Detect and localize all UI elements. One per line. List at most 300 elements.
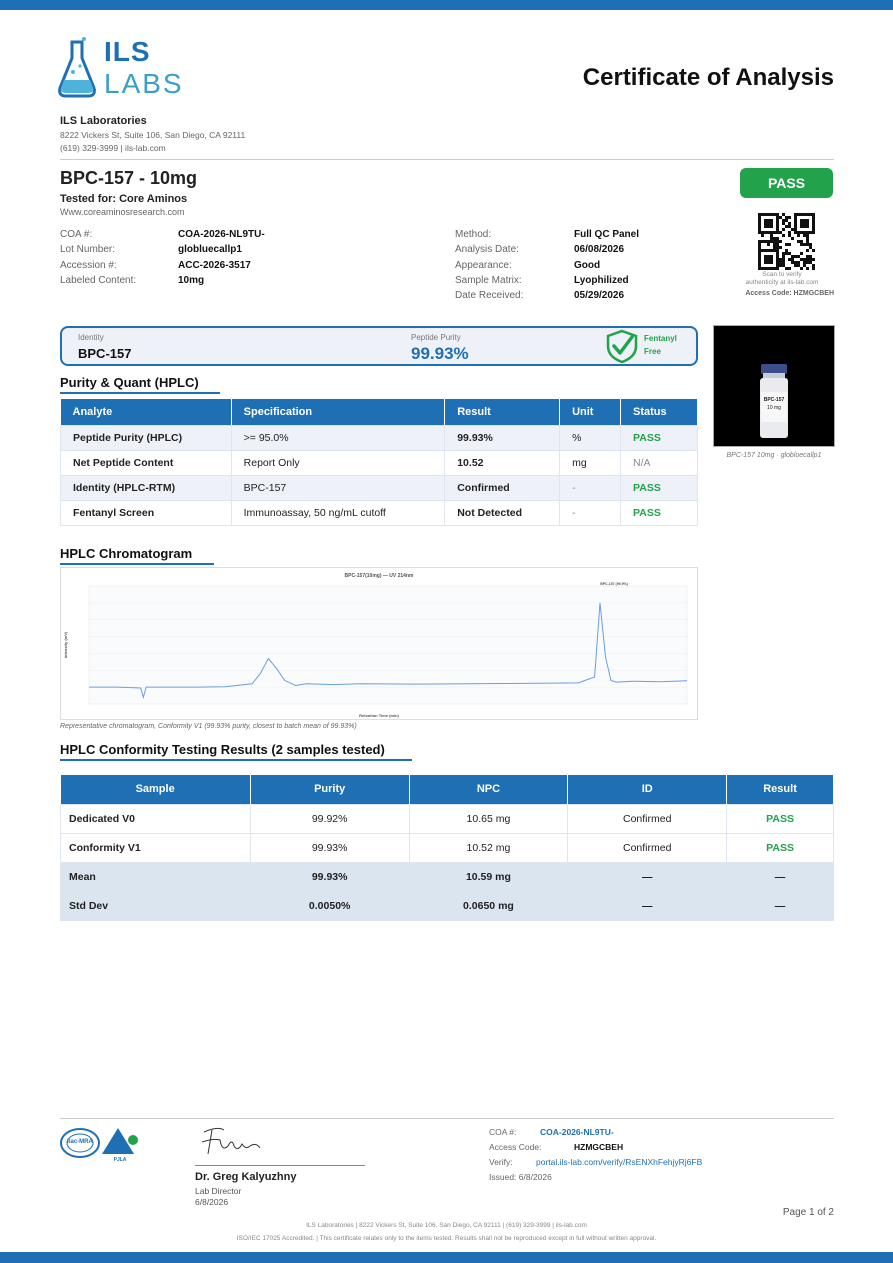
- ilac-text: ilac-MRA: [67, 1139, 93, 1145]
- qr-module: [770, 267, 773, 270]
- result-cell: PASS: [727, 804, 834, 833]
- qr-module: [761, 213, 764, 216]
- spec-cell: Report Only: [231, 450, 445, 475]
- fentanyl-free-label: Fentanyl: [644, 334, 677, 343]
- table-row: [61, 500, 698, 525]
- column-header: Specification: [231, 399, 445, 425]
- qr-module: [794, 222, 797, 225]
- qr-module: [809, 243, 812, 246]
- result-cell: 99.93%: [445, 425, 560, 450]
- qr-module: [767, 219, 770, 222]
- qr-module: [767, 261, 770, 264]
- lab-phone: (619) 329-3999 | ils-lab.com: [60, 143, 166, 153]
- qr-module: [797, 255, 800, 258]
- spec-cell: >= 95.0%: [231, 425, 445, 450]
- detail-label: Sample Matrix:: [455, 275, 522, 286]
- detail-value: Good: [574, 260, 601, 271]
- purity-cell: 99.93%: [250, 833, 409, 862]
- qr-module: [800, 231, 803, 234]
- sample-cell: Conformity V1: [61, 833, 251, 862]
- signer-name: Dr. Greg Kalyuzhny: [195, 1171, 297, 1183]
- ils-labs-logo: [58, 36, 198, 102]
- qr-module: [779, 231, 782, 234]
- qr-module: [803, 234, 806, 237]
- qr-module: [770, 261, 773, 264]
- pass-badge: PASS: [740, 168, 833, 198]
- x-axis-label: Retention Time (min): [359, 713, 399, 718]
- qr-module: [782, 255, 785, 258]
- qr-module: [785, 225, 788, 228]
- qr-module: [782, 258, 785, 261]
- qr-module: [794, 228, 797, 231]
- qr-module: [812, 228, 815, 231]
- qr-module: [809, 213, 812, 216]
- qr-module: [758, 240, 761, 243]
- bottom-accent-bar: [0, 1252, 893, 1263]
- qr-module: [779, 264, 782, 267]
- qr-module: [767, 249, 770, 252]
- qr-module: [782, 219, 785, 222]
- qr-module: [782, 252, 785, 255]
- section-underline: [60, 392, 220, 394]
- qr-module: [806, 231, 809, 234]
- logo-text-labs: LABS: [104, 68, 184, 99]
- purity-section-heading: Purity & Quant (HPLC): [60, 375, 199, 390]
- qr-module: [770, 225, 773, 228]
- detail-label: Appearance:: [455, 260, 512, 271]
- qr-module: [788, 234, 791, 237]
- qr-module: [806, 222, 809, 225]
- conformity-heading: HPLC Conformity Testing Results (2 samples tested): [60, 742, 385, 757]
- qr-module: [770, 249, 773, 252]
- qr-module: [767, 255, 770, 258]
- qr-module: [800, 213, 803, 216]
- qr-module: [758, 231, 761, 234]
- qr-module: [806, 249, 809, 252]
- qr-module: [785, 243, 788, 246]
- qr-module: [773, 237, 776, 240]
- qr-module: [800, 219, 803, 222]
- qr-module: [791, 228, 794, 231]
- qr-module: [764, 240, 767, 243]
- qr-module: [800, 243, 803, 246]
- spec-cell: BPC-157: [231, 475, 445, 500]
- qr-module: [776, 267, 779, 270]
- footer-coa-label: COA #:: [489, 1127, 517, 1137]
- qr-module: [806, 258, 809, 261]
- qr-module: [767, 213, 770, 216]
- qr-module: [764, 255, 767, 258]
- summary-row-stddev: [61, 891, 834, 920]
- summary-row-mean: [61, 862, 834, 891]
- qr-module: [803, 243, 806, 246]
- purity-value: 99.93%: [411, 344, 469, 363]
- qr-module: [809, 231, 812, 234]
- qr-module: [785, 267, 788, 270]
- detail-label: Accession #:: [60, 260, 117, 271]
- qr-module: [776, 255, 779, 258]
- qr-module: [770, 258, 773, 261]
- qr-module: [758, 243, 761, 246]
- purity-cell: 99.93%: [250, 862, 409, 891]
- qr-module: [767, 243, 770, 246]
- qr-module: [797, 231, 800, 234]
- qr-module: [791, 258, 794, 261]
- qr-module: [806, 243, 809, 246]
- qr-module: [794, 231, 797, 234]
- table-row: [61, 833, 834, 862]
- fentanyl-free-label: Free: [644, 347, 661, 356]
- qr-module: [785, 216, 788, 219]
- table-row: [61, 450, 698, 475]
- status-cell: N/A: [621, 450, 698, 475]
- qr-module: [779, 258, 782, 261]
- qr-module: [809, 255, 812, 258]
- qr-module: [776, 219, 779, 222]
- purity-label: Peptide Purity: [411, 333, 461, 342]
- qr-module: [770, 237, 773, 240]
- qr-module: [803, 258, 806, 261]
- qr-module: [773, 213, 776, 216]
- qr-module: [767, 258, 770, 261]
- product-vial-photo: [713, 325, 835, 447]
- unit-cell: -: [560, 500, 621, 525]
- qr-module: [794, 261, 797, 264]
- qr-module: [806, 237, 809, 240]
- qr-module: [809, 258, 812, 261]
- pjla-text: PJLA: [113, 1157, 127, 1163]
- unit-cell: -: [560, 475, 621, 500]
- qr-module: [791, 237, 794, 240]
- qr-module: [797, 234, 800, 237]
- y-axis-label: Intensity (mV): [63, 631, 68, 659]
- page-number: Page 1 of 2: [782, 1207, 834, 1218]
- column-header: NPC: [409, 775, 568, 804]
- qr-module: [794, 219, 797, 222]
- signature-image: [198, 1124, 268, 1160]
- qr-module: [800, 258, 803, 261]
- column-header: Result: [727, 775, 834, 804]
- qr-module: [776, 261, 779, 264]
- qr-module: [803, 261, 806, 264]
- qr-module: [776, 258, 779, 261]
- table-row: [61, 425, 698, 450]
- qr-module: [758, 219, 761, 222]
- qr-module: [758, 222, 761, 225]
- detail-value: Lyophilized: [574, 275, 629, 286]
- qr-module: [779, 240, 782, 243]
- qr-module: [764, 261, 767, 264]
- lab-name: ILS Laboratories: [60, 115, 147, 127]
- id-cell: —: [568, 891, 727, 920]
- qr-module: [770, 240, 773, 243]
- section-underline: [60, 563, 214, 565]
- vial-label-name: BPC-157: [763, 397, 785, 403]
- qr-module: [812, 264, 815, 267]
- qr-module: [776, 228, 779, 231]
- detail-value: 05/29/2026: [574, 290, 625, 301]
- qr-module: [764, 222, 767, 225]
- footer-issued: Issued: 6/8/2026: [489, 1172, 552, 1182]
- detail-value: ACC-2026-3517: [178, 260, 251, 271]
- qr-module: [776, 243, 779, 246]
- column-header: Sample: [61, 775, 251, 804]
- qr-module: [776, 225, 779, 228]
- qr-module: [758, 267, 761, 270]
- qr-module: [758, 249, 761, 252]
- qr-module: [800, 222, 803, 225]
- qr-module: [812, 216, 815, 219]
- qr-module: [758, 225, 761, 228]
- summary-card: [60, 326, 698, 366]
- qr-module: [806, 240, 809, 243]
- qr-module: [779, 261, 782, 264]
- qr-module: [794, 255, 797, 258]
- peak-label: BPC-157 (99.9%): [600, 582, 628, 586]
- footer-coa-value: COA-2026-NL9TU-: [540, 1127, 614, 1137]
- qr-module: [779, 216, 782, 219]
- qr-module: [776, 264, 779, 267]
- table-header-row: [61, 775, 834, 804]
- footer-verify-label: Verify:: [489, 1157, 513, 1167]
- qr-module: [776, 222, 779, 225]
- id-cell: Confirmed: [568, 804, 727, 833]
- qr-module: [770, 213, 773, 216]
- vial-label-dose: 10 mg: [767, 405, 781, 411]
- qr-module: [809, 246, 812, 249]
- detail-label: Method:: [455, 229, 492, 240]
- qr-module: [803, 222, 806, 225]
- qr-caption: Scan to verify: [762, 271, 802, 278]
- qr-module: [806, 261, 809, 264]
- column-header: Purity: [250, 775, 409, 804]
- qr-module: [767, 225, 770, 228]
- qr-module: [776, 240, 779, 243]
- qr-module: [785, 249, 788, 252]
- qr-module: [800, 225, 803, 228]
- detail-label: Lot Number:: [60, 244, 116, 255]
- qr-module: [758, 261, 761, 264]
- qr-module: [773, 267, 776, 270]
- npc-cell: 10.65 mg: [409, 804, 568, 833]
- qr-module: [803, 264, 806, 267]
- qr-module: [770, 219, 773, 222]
- qr-module: [761, 240, 764, 243]
- footer-divider: [60, 1118, 834, 1119]
- qr-module: [761, 267, 764, 270]
- npc-cell: 10.59 mg: [409, 862, 568, 891]
- qr-module: [758, 228, 761, 231]
- qr-module: [767, 240, 770, 243]
- detail-label: Labeled Content:: [60, 275, 137, 286]
- qr-module: [776, 249, 779, 252]
- result-cell: PASS: [727, 833, 834, 862]
- section-underline: [60, 759, 412, 761]
- detail-value: Full QC Panel: [574, 229, 640, 240]
- id-cell: Confirmed: [568, 833, 727, 862]
- qr-module: [788, 231, 791, 234]
- qr-module: [788, 258, 791, 261]
- result-cell: —: [727, 862, 834, 891]
- access-code: Access Code: HZMGCBEH: [745, 290, 834, 297]
- sample-cell: Std Dev: [61, 891, 251, 920]
- identity-label: Identity: [78, 333, 104, 342]
- purity-cell: 0.0050%: [250, 891, 409, 920]
- qr-module: [758, 213, 761, 216]
- status-cell: PASS: [621, 425, 698, 450]
- qr-module: [812, 222, 815, 225]
- qr-module: [761, 249, 764, 252]
- qr-module: [773, 240, 776, 243]
- qr-module: [788, 225, 791, 228]
- verify-link[interactable]: portal.ils-lab.com/verify/RsENXhFehjyRj6FB: [536, 1157, 703, 1167]
- qr-module: [782, 264, 785, 267]
- analyte-cell: Net Peptide Content: [61, 450, 232, 475]
- document-title: Certificate of Analysis: [582, 64, 834, 91]
- qr-module: [773, 231, 776, 234]
- qr-module: [782, 213, 785, 216]
- detail-value: 06/08/2026: [574, 244, 625, 255]
- qr-module: [773, 246, 776, 249]
- sample-cell: Mean: [61, 862, 251, 891]
- column-header: ID: [568, 775, 727, 804]
- qr-module: [764, 225, 767, 228]
- qr-module: [758, 216, 761, 219]
- qr-module: [788, 252, 791, 255]
- qr-module: [776, 213, 779, 216]
- analyte-cell: Peptide Purity (HPLC): [61, 425, 232, 450]
- footer-access-value: HZMGCBEH: [574, 1142, 624, 1152]
- qr-module: [785, 252, 788, 255]
- signature-line: [195, 1165, 365, 1166]
- qr-module: [806, 267, 809, 270]
- qr-module: [782, 234, 785, 237]
- qr-module: [764, 213, 767, 216]
- qr-module: [806, 234, 809, 237]
- column-header: Status: [621, 399, 698, 425]
- qr-module: [794, 225, 797, 228]
- npc-cell: 10.52 mg: [409, 833, 568, 862]
- column-header: Unit: [560, 399, 621, 425]
- footer-contact-line: ILS Laboratories | 8222 Vickers St, Suite 106, San Diego, CA 92111 | (619) 329-3999 | ils-lab.com: [306, 1222, 587, 1229]
- product-name: BPC-157 - 10mg: [60, 168, 198, 188]
- qr-module: [797, 213, 800, 216]
- detail-value: 10mg: [178, 275, 205, 286]
- qr-module: [797, 261, 800, 264]
- qr-module: [803, 213, 806, 216]
- checkmark-shield-icon: [605, 329, 639, 363]
- qr-caption: authenticity at ils-lab.com: [745, 279, 819, 286]
- pjla-logo: [100, 1126, 140, 1172]
- result-cell: Not Detected: [445, 500, 560, 525]
- qr-module: [806, 219, 809, 222]
- qr-module: [782, 222, 785, 225]
- qr-module: [761, 234, 764, 237]
- qr-module: [770, 255, 773, 258]
- qr-module: [788, 216, 791, 219]
- chart-title: BPC-157(10mg) — UV 214nm: [344, 573, 414, 579]
- qr-module: [812, 213, 815, 216]
- qr-module: [788, 267, 791, 270]
- qr-module: [800, 252, 803, 255]
- detail-value: globluecallp1: [178, 244, 242, 255]
- purity-cell: 99.92%: [250, 804, 409, 833]
- table-row: [61, 804, 834, 833]
- qr-module: [800, 240, 803, 243]
- conformity-table: [60, 775, 834, 921]
- qr-module: [806, 213, 809, 216]
- detail-label: Analysis Date:: [455, 244, 519, 255]
- qr-module: [758, 255, 761, 258]
- signer-role: Lab Director: [195, 1186, 242, 1196]
- qr-module: [758, 246, 761, 249]
- qr-module: [764, 267, 767, 270]
- detail-label: Date Received:: [455, 290, 524, 301]
- qr-module: [806, 255, 809, 258]
- qr-module: [776, 237, 779, 240]
- result-cell: —: [727, 891, 834, 920]
- qr-module: [767, 267, 770, 270]
- qr-module: [788, 222, 791, 225]
- qr-module: [791, 261, 794, 264]
- ilac-mra-logo: [60, 1126, 100, 1160]
- verification-qr-code[interactable]: [758, 213, 815, 270]
- qr-module: [767, 222, 770, 225]
- qr-module: [812, 219, 815, 222]
- id-cell: —: [568, 862, 727, 891]
- qr-module: [812, 225, 815, 228]
- qr-module: [812, 258, 815, 261]
- qr-module: [764, 249, 767, 252]
- qr-module: [803, 219, 806, 222]
- qr-module: [794, 216, 797, 219]
- column-header: Analyte: [61, 399, 232, 425]
- qr-module: [770, 234, 773, 237]
- header-divider: [60, 159, 834, 160]
- qr-module: [779, 246, 782, 249]
- qr-module: [794, 213, 797, 216]
- qr-module: [791, 255, 794, 258]
- signer-date: 6/8/2026: [195, 1197, 229, 1207]
- vial-caption: BPC-157 10mg · globluecallp1: [726, 452, 822, 459]
- qr-module: [797, 240, 800, 243]
- purity-table: [60, 399, 698, 526]
- table-header-row: [61, 399, 698, 425]
- qr-module: [770, 222, 773, 225]
- qr-module: [764, 258, 767, 261]
- table-row: [61, 475, 698, 500]
- unit-cell: %: [560, 425, 621, 450]
- identity-value: BPC-157: [78, 346, 132, 361]
- qr-module: [761, 231, 764, 234]
- unit-cell: mg: [560, 450, 621, 475]
- status-cell: PASS: [621, 475, 698, 500]
- qr-module: [812, 249, 815, 252]
- qr-module: [788, 243, 791, 246]
- column-header: Result: [445, 399, 560, 425]
- qr-module: [776, 231, 779, 234]
- qr-module: [764, 219, 767, 222]
- client-url: Www.coreaminosresearch.com: [60, 207, 185, 217]
- qr-module: [776, 246, 779, 249]
- sample-cell: Dedicated V0: [61, 804, 251, 833]
- npc-cell: 0.0650 mg: [409, 891, 568, 920]
- qr-module: [767, 231, 770, 234]
- qr-module: [770, 231, 773, 234]
- chromatogram-heading: HPLC Chromatogram: [60, 546, 193, 561]
- qr-module: [797, 264, 800, 267]
- qr-module: [773, 249, 776, 252]
